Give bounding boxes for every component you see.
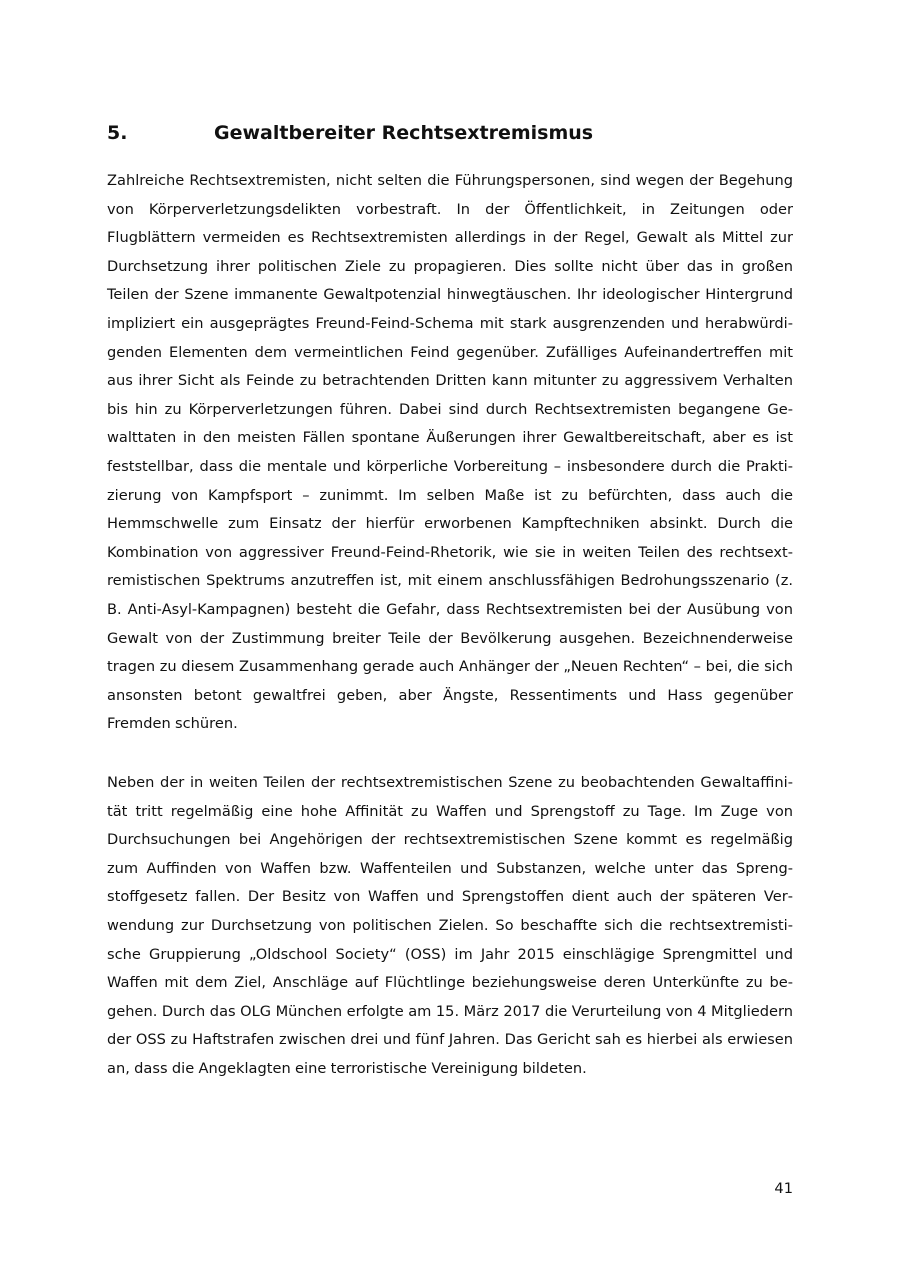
section-title: Gewaltbereiter Rechtsextremismus [214, 121, 594, 144]
page-number: 41 [774, 1180, 793, 1197]
body-paragraph: Neben der in weiten Teilen der rechtsextremistischen Szene zu beobachtenden Gewaltaffinität tritt regelmäßig eine hohe Affinität zu Waffen und Sprengstoff zu Tage. Im Zuge von Durchsuchungen bei Angehörigen der rechtsextremistischen Szene kommt es regelmäßig zum Auffinden von Waffen bzw. Waffenteilen und Substanzen, welche unter das Sprengstoffgesetz fallen. Der Besitz von Waffen und Sprengstoffen dient auch der späteren Verwendung zur Durchsetzung von politischen Zielen. So beschaffte sich die rechtsextremistische Gruppierung „Oldschool Society“ (OSS) im Jahr 2015 einschlägige Sprengmittel und Waffen mit dem Ziel, Anschläge auf Flüchtlinge beziehungsweise deren Unterkünfte zu begehen. Durch das OLG München erfolgte am 15. März 2017 die Verurteilung von 4 Mitgliedern der OSS zu Haftstrafen zwischen drei und fünf Jahren. Das Gericht sah es hierbei als erwiesen an, dass die Angeklagten eine terroristische Vereinigung bildeten. [107, 774, 793, 1077]
section-heading [107, 119, 793, 147]
section-number: 5. [107, 121, 128, 144]
body-paragraph: Zahlreiche Rechtsextremisten, nicht selten die Führungspersonen, sind wegen der Begehung von Körperverletzungsdelikten vorbestraft. In der Öffentlichkeit, in Zeitungen oder Flugblättern vermeiden es Rechtsextremisten allerdings in der Regel, Gewalt als Mittel zur Durchsetzung ihrer politischen Ziele zu propagieren. Dies sollte nicht über das in großen Teilen der Szene immanente Gewaltpotenzial hinwegtäuschen. Ihr ideologischer Hintergrund impliziert ein ausgeprägtes Freund-Feind-Schema mit stark ausgrenzenden und herabwürdigenden Elementen dem vermeintlichen Feind gegenüber. Zufälliges Aufeinandertreffen mit aus ihrer Sicht als Feinde zu betrachtenden Dritten kann mitunter zu aggressivem Verhalten bis hin zu Körperverletzungen führen. Dabei sind durch Rechtsextremisten begangene Gewalttaten in den meisten Fällen spontane Äußerungen ihrer Gewaltbereitschaft, aber es ist feststellbar, dass die mentale und körperliche Vorbereitung – insbesondere durch die Praktizierung von Kampfsport – zunimmt. Im selben Maße ist zu befürchten, dass auch die Hemmschwelle zum Einsatz der hierfür erworbenen Kampftechniken absinkt. Durch die Kombination von aggressiver Freund-Feind-Rhetorik, wie sie in weiten Teilen des rechtsextremistischen Spektrums anzutreffen ist, mit einem anschlussfähigen Bedrohungsszenario (z. B. Anti-Asyl-Kampagnen) besteht die Gefahr, dass Rechtsextremisten bei der Ausübung von Gewalt von der Zustimmung breiter Teile der Bevölkerung ausgehen. Bezeichnenderweise tragen zu diesem Zusammenhang gerade auch Anhänger der „Neuen Rechten“ – bei, die sich ansonsten betont gewaltfrei geben, aber Ängste, Ressentiments und Hass gegenüber Fremden schüren. [107, 172, 793, 733]
